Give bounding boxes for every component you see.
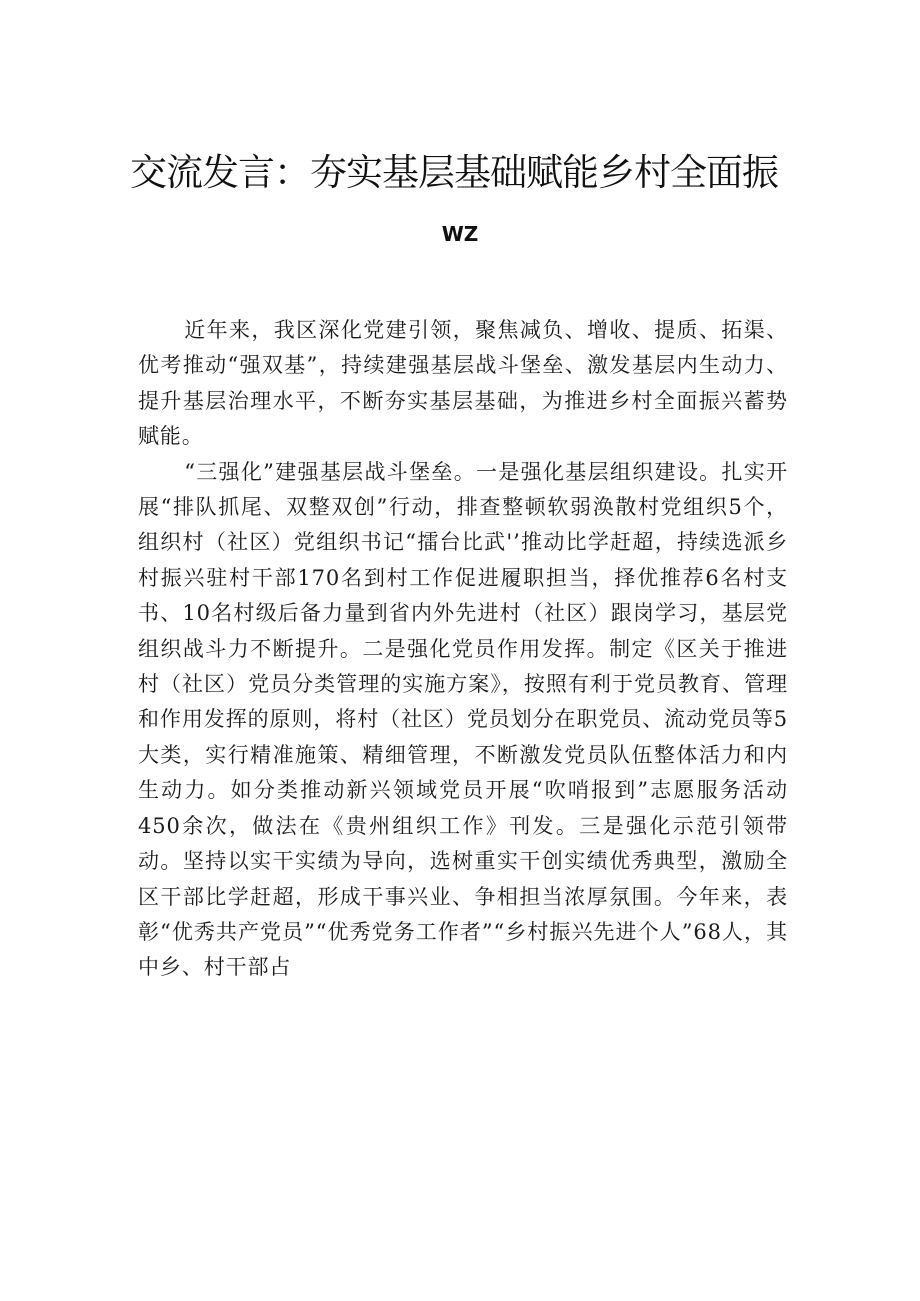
- paragraph-intro: 近年来，我区深化党建引领，聚焦减负、增收、提质、拓渠、优考推动“强双基”，持续建强基层战斗堡垒、激发基层内生动力、提升基层治理水平，不断夯实基层基础，为推进乡村全面振兴蓄势赋能。: [138, 318, 788, 449]
- paragraph-three-strengthen: “三强化”建强基层战斗堡垒。一是强化基层组织建设。扎实开展“排队抓尾、双整双创”行动，排查整顿软弱涣散村党组织5个，组织村（社区）党组织书记“擂台比武'’推动比学赶超，持续选派乡村振兴驻村干部170名到村工作促进履职担当，择优推荐6名村支书、10名村级后备力量到省内外先进村（社区）跟岗学习，基层党组织战斗力不断提升。二是强化党员作用发挥。制定《区关于推进村（社区）党员分类管理的实施方案》，按照有利于党员教育、管理和作用发挥的原则，将村（社区）党员划分在职党员、流动党员等5大类，实行精准施策、精细管理，不断激发党员队伍整体活力和内生动力。如分类推动新兴领域党员开展“吹哨报到”志愿服务活动450余次，做法在《贵州组织工作》刊发。三是强化示范引领带动。坚持以实干实绩为导向，选树重实干创实绩优秀典型，激励全区干部比学赶超，形成干事兴业、争相担当浓厚氛围。今年来，表彰“优秀共产党员”“优秀党务工作者”“乡村振兴先进个人”68人，其中乡、村干部占: [138, 459, 788, 980]
- document-title: 交流发言：夯实基层基础赋能乡村全面振: [130, 151, 778, 194]
- document-body: [138, 313, 788, 986]
- author-name: WZ: [441, 222, 479, 246]
